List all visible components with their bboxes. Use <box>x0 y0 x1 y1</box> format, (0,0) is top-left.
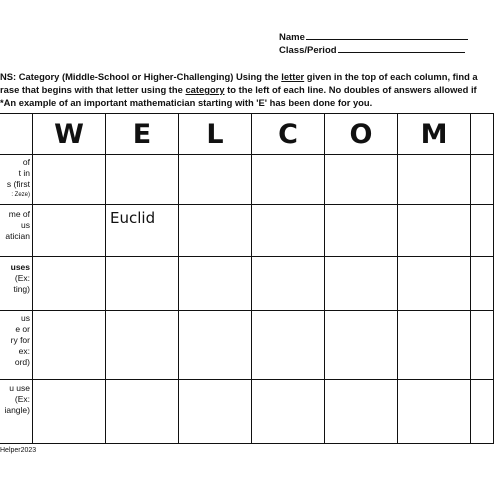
directions-line-1: NS: Category (Middle-School or Higher-Challenging) Using the letter given in the top of each column, find a <box>0 71 478 82</box>
category-row-4: us e or ry for ex: ord) <box>10 313 30 367</box>
grid-line <box>0 310 494 311</box>
grid-line <box>470 113 471 444</box>
grid-line <box>397 113 398 444</box>
column-letter-o: O <box>349 119 373 150</box>
column-letter-e: E <box>132 119 152 150</box>
category-row-5: u use (Ex: iangle) <box>4 383 30 415</box>
column-letter-c: C <box>278 119 298 150</box>
footer-credit: Helper2023 <box>0 447 37 454</box>
grid-line <box>0 204 494 205</box>
category-row-3: uses (Ex: ting) <box>10 262 30 294</box>
category-row-1: of t in s (first : Zeze) <box>6 157 30 198</box>
grid-line <box>0 256 494 257</box>
column-letter-l: L <box>206 119 224 150</box>
class-period-label: Class/Period <box>279 45 337 56</box>
directions <box>0 70 500 109</box>
grid-line <box>0 443 494 444</box>
grid-line <box>32 113 33 444</box>
grid-line <box>0 154 494 155</box>
directions-line-3: *An example of an important mathematician starting with 'E' has been done for you. <box>0 97 373 108</box>
grid-line <box>178 113 179 444</box>
example-answer: Euclid <box>110 209 156 227</box>
category-row-2: me of us atician <box>5 209 30 241</box>
worksheet-grid <box>0 113 494 444</box>
grid-line <box>493 113 494 444</box>
column-letter-w: W <box>54 119 84 150</box>
grid-line <box>324 113 325 444</box>
grid-line <box>251 113 252 444</box>
name-label: Name <box>279 32 305 43</box>
name-field[interactable] <box>279 30 468 43</box>
column-letter-m: M <box>420 119 448 150</box>
directions-line-2: rase that begins with that letter using the category to the left of each line. No doubles of answers allowed if <box>0 84 477 95</box>
class-period-field[interactable] <box>279 43 465 56</box>
grid-line <box>105 113 106 444</box>
grid-line <box>0 379 494 380</box>
